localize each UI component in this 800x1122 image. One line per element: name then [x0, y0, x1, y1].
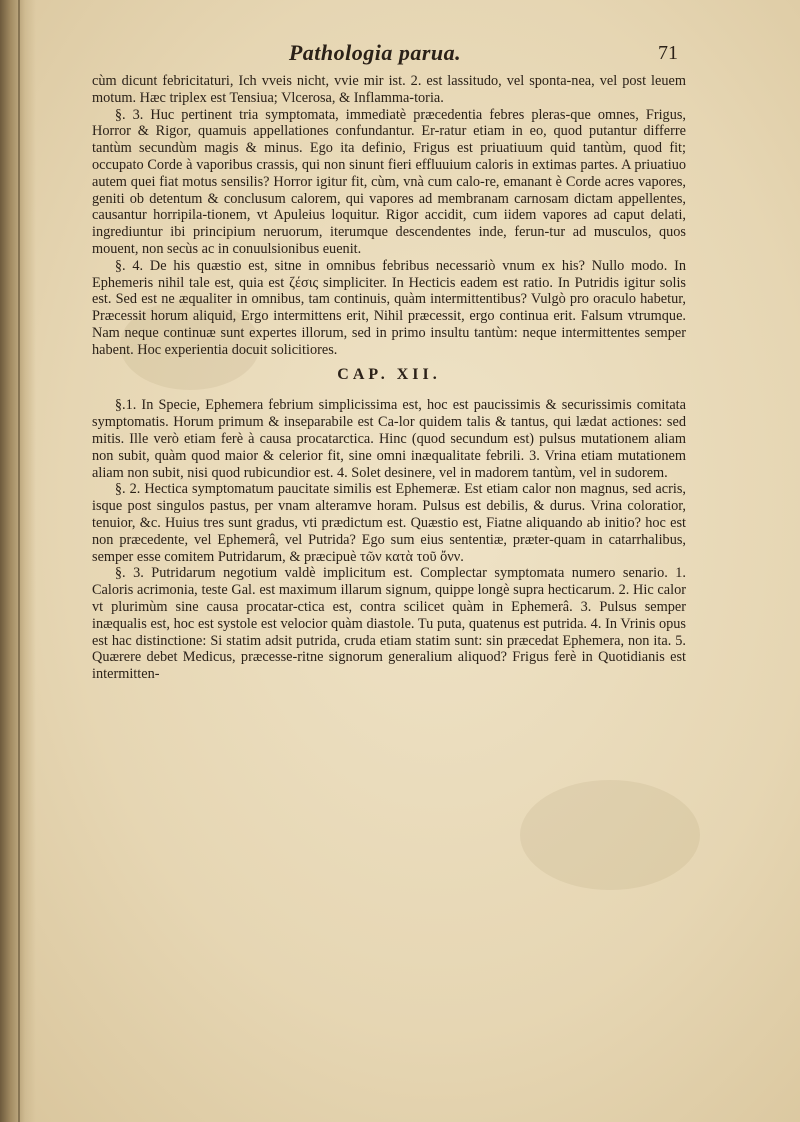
binding-edge — [18, 0, 20, 1122]
para-s3-frigus: §. 3. Huc pertinent tria symptomata, immediatè præcedentia febres pleras-que omnes, Frigus, Horror & Rigor, quamuis appellationes confundantur. Er-ratur etiam in eo, quod putantur differre tantùm secundùm magis & minus. Ego ita definio, Frigus est priuatiuum quid tantùm, quod fit; occupato Corde à vaporibus crassis, qui non sinunt fieri effluuium caloris in extimas partes. A priuatiuo autem quei fiat motus sensilis? Horror igitur fit, cùm, vnà cum calo-re, emanant è Corde acres vapores, geniti ob detentum & conclusum calorem, qui vapores ad membranam carnosam dictam appellentes, causantur horripila-tionem, vt Apuleius loquitur. Rigor accidit, cum iidem vapores ad caput delati, ingrediuntur ibi principium neruorum, iterumque descendentes inde, ferun-tur ad musculos, quos mouent, non secùs ac in conuulsionibus euenit. — [92, 106, 686, 257]
page-body — [92, 73, 686, 683]
para-ch12-s2: §. 2. Hectica symptomatum paucitate similis est Ephemeræ. Est etiam calor non magnus, sed acris, isque post singulos pastus, per vnam alteramve horam. Pulsus est debilis, & durus. Vrina coloratior, tenuior, &c. Huius tres sunt gradus, vti prædictum est. Quæstio est, Fiatne aliquando ab initio? hoc est non præcedente, vel Ephemerâ, vel Putrida? Ego sum eius sententiæ, præter-quam in catarrhalibus, semper esse comitem Putridarum, & præcipuè τῶν κατὰ τοῦ ὄνν. — [92, 481, 686, 565]
para-ch12-s3: §. 3. Putridarum negotium valdè implicitum est. Complectar symptomata numero senario. 1. Caloris acrimonia, teste Gal. est maximum illarum signum, quippe longè supra hecticarum. 2. Hic calor vt plurimùm sine causa procatar-ctica est, contra scilicet quàm in Ephemerâ. 3. Pulsus semper inæqualis est, hoc est systole est velocior quàm diastole. Tu puta, quatenus est putrida. 4. In Vrinis opus est hac distinctione: Si statim adsit putrida, cruda etiam statim sunt: sin præcedat Ephemera, non ita. 5. Quærere debet Medicus, præcesse-ritne signorum generalium aliquod? Frigus ferè in Quotidianis est intermitten- — [92, 565, 686, 683]
chapter-heading: CAP. XII. — [337, 365, 441, 383]
para-ch12-s1: §.1. In Specie, Ephemera febrium simplicissima est, hoc est paucissimis & securissimis comitata symptomatis. Horum primum & inseparabile est Ca-lor quidem talis & tantus, qui lædat actiones: sed mitis. Ille verò etiam ferè à causa procatarctica. Hinc (quod secundum est) pulsus mutationem aliam non subit, quàm quod maior & celerior fit, sine omni inæqualitate febrili. 3. Vrina etiam mutationem aliam non subit, nisi quod rubicundior est. 4. Solet desinere, vel in madorem tantùm, vel in sudorem. — [92, 397, 686, 481]
para-s4: §. 4. De his quæstio est, sitne in omnibus febribus necessariò vnum ex his? Nullo modo. In Ephemeris nihil tale est, quia est ζέσις simpliciter. In Hecticis eadem est ratio. In Putridis igitur solis est. Sed est ne æqualiter in omnibus, tam continuis, quàm intermittentibus? Vulgò pro oraculo habetur, Præcessit horum aliquid, Ergo intermittens erit, Nihil præcessit, ergo continua erit. Falsum vtrumque. Nam neque continuæ sunt expertes illorum, sed in primo insultu tantùm: neque intermittentes semper habent. Hoc experientia docuit solicitiores. — [92, 257, 686, 358]
page-header — [80, 40, 678, 70]
page-number: 71 — [658, 42, 678, 64]
running-title: Pathologia parua. — [288, 40, 462, 65]
para-continuation: cùm dicunt febricitaturi, Ich vveis nicht, vvie mir ist. 2. est lassitudo, vel sponta-nea, vel post leuem motum. Hæc triplex est Tensiua; Vlcerosa, & Inflamma-toria. — [92, 73, 686, 106]
paper-stain — [520, 780, 700, 890]
